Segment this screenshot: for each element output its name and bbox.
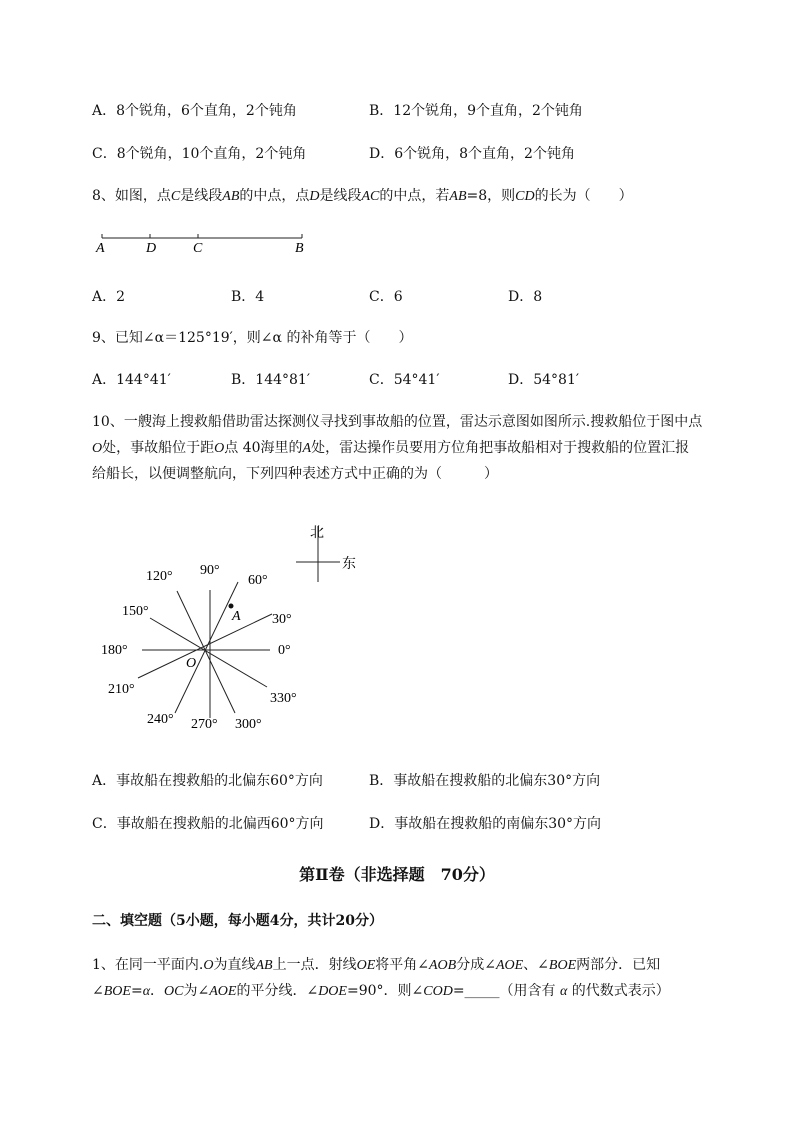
q10-stem-line1: 10、一艘海上搜救船借助雷达探测仪寻找到事故船的位置，雷达示意图如图所示.搜救船位于图中点: [92, 414, 703, 430]
radar-line-30-210: [138, 614, 272, 678]
q9-option-d: D．54°81′: [508, 372, 580, 388]
deg-label-270: 270°: [191, 717, 218, 732]
fill1-line1: 1、在同一平面内.O为直线AB上一点．射线OE将平角∠AOB分成∠AOE、∠BOE两部分．已知: [92, 957, 661, 973]
q8-option-c: C．6: [369, 289, 403, 305]
q10-stem-line3: 给船长，以便调整航向，下列四种表述方式中正确的为（ ）: [92, 466, 498, 482]
deg-label-60: 60°: [248, 573, 268, 588]
q10-option-d: D．事故船在搜救船的南偏东30°方向: [369, 816, 602, 832]
point-o-label: O: [186, 656, 197, 671]
point-a-dot: [229, 604, 234, 609]
q10-option-a: A．事故船在搜救船的北偏东60°方向: [92, 773, 323, 789]
label-a: A: [96, 241, 105, 256]
q10-option-c: C．事故船在搜救船的北偏西60°方向: [92, 816, 324, 832]
deg-label-300: 300°: [235, 717, 262, 732]
radar-line-150-330: [150, 618, 267, 687]
deg-label-210: 210°: [108, 682, 135, 697]
label-d: D: [146, 241, 157, 256]
deg-label-330: 330°: [270, 691, 297, 706]
fill1-line2: ∠BOE=α．OC为∠AOE的平分线．∠DOE=90°．则∠COD=_____（用含有 α 的代数式表示）: [92, 983, 670, 999]
q7-option-d: D．6个锐角，8个直角，2个钝角: [369, 146, 575, 162]
q9-option-c: C．54°41′: [369, 372, 440, 388]
q8-stem: 8、如图，点C是线段AB的中点，点D是线段AC的中点，若AB=8，则CD的长为（ ）: [92, 188, 633, 204]
point-a-label: A: [232, 609, 241, 624]
part2-title: 第Ⅱ卷（非选择题 70分）: [299, 865, 495, 884]
q9-option-b: B．144°81′: [231, 372, 311, 388]
q10-stem-line2: O处，事故船位于距O点 40海里的A处，雷达操作员要用方位角把事故船相对于搜救船的位置汇报: [92, 440, 690, 456]
label-c: C: [193, 241, 203, 256]
q7-option-a: A．8个锐角，6个直角，2个钝角: [92, 103, 297, 119]
deg-label-90: 90°: [200, 563, 220, 578]
deg-label-0: 0°: [278, 643, 291, 658]
deg-label-240: 240°: [147, 712, 174, 727]
compass-east-label: 东: [342, 557, 356, 572]
segment-figure: [90, 228, 320, 258]
deg-label-120: 120°: [146, 569, 173, 584]
q8-option-a: A．2: [92, 289, 126, 305]
radar-line-120-300: [177, 591, 235, 713]
q8-option-b: B．4: [231, 289, 265, 305]
deg-label-150: 150°: [122, 604, 149, 619]
radar-figure: [95, 555, 310, 740]
deg-label-30: 30°: [272, 612, 292, 627]
compass-north-label: 北: [310, 526, 324, 541]
q7-option-c: C．8个锐角，10个直角，2个钝角: [92, 146, 307, 162]
fill-section-heading: 二、填空题（5小题，每小题4分，共计20分）: [92, 913, 383, 929]
q10-option-b: B．事故船在搜救船的北偏东30°方向: [369, 773, 601, 789]
label-b: B: [295, 241, 304, 256]
q9-stem: 9、已知∠α＝125°19′，则∠α 的补角等于（ ）: [92, 330, 413, 346]
q8-option-d: D．8: [508, 289, 543, 305]
deg-label-180: 180°: [101, 643, 128, 658]
q7-option-b: B．12个锐角，9个直角，2个钝角: [369, 103, 583, 119]
radar-line-60-240: [175, 582, 238, 713]
q9-option-a: A．144°41′: [92, 372, 171, 388]
